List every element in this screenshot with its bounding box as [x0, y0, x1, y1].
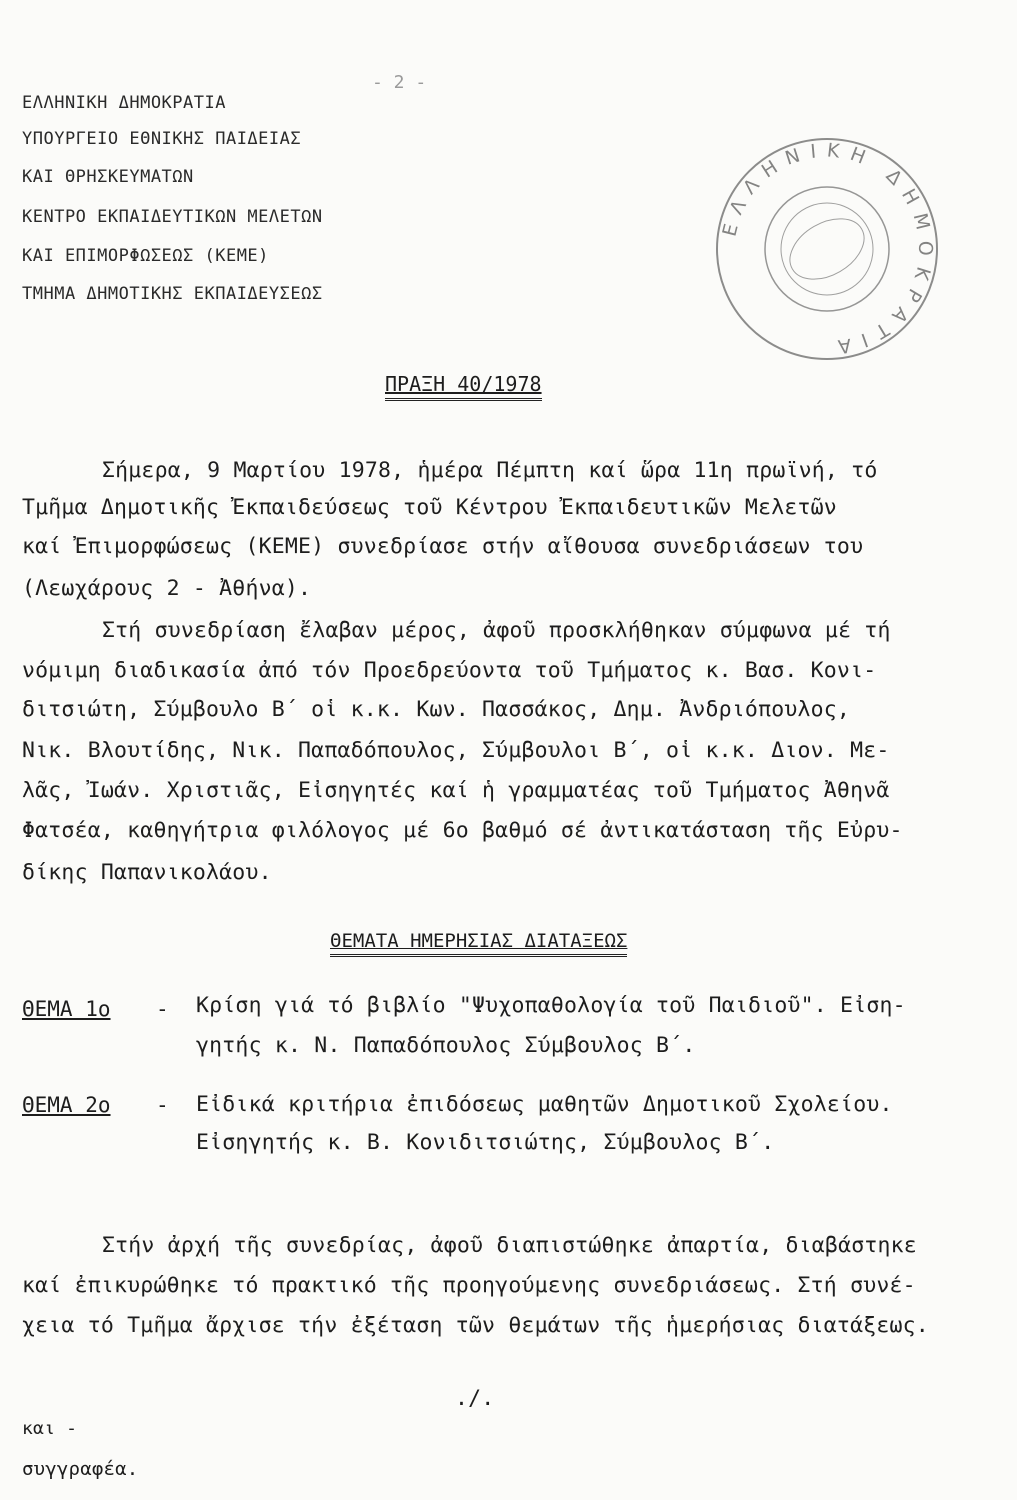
para2-line-3: διτσιώτη, Σύμβουλο Β΄ οἱ κ.κ. Κων. Πασσάκος, Δημ. Ἀνδριόπουλος,	[22, 697, 851, 722]
para2-line-5: λᾶς, Ἰωάν. Χριστιᾶς, Εἰσηγητές καί ἡ γραμματέας τοῦ Τμήματος Ἀθηνᾶ	[22, 778, 890, 803]
para3-line-3: χεια τό Τμῆμα ἄρχισε τήν ἐξέταση τῶν θεμάτων τῆς ἡμερήσιας διατάξεως.	[22, 1313, 929, 1338]
topic-2-dash: -	[156, 1093, 169, 1117]
para2-line-6: Φατσέα, καθηγήτρια φιλόλογος μέ 6ο βαθμό σέ ἀντικατάσταση τῆς Εὐρυ-	[22, 818, 903, 843]
header-line-1: ΕΛΛΗΝΙΚΗ ΔΗΜΟΚΡΑΤΙΑ	[22, 93, 226, 113]
para2-line-7: δίκης Παπανικολάου.	[22, 860, 272, 885]
continuation-mark: ./.	[455, 1386, 495, 1411]
para1-line-4: (Λεωχάρους 2 - Ἀθήνα).	[22, 576, 312, 601]
para3-line-1: Στήν ἀρχή τῆς συνεδρίας, ἀφοῦ διαπιστώθηκε ἀπαρτία, διαβάστηκε	[102, 1233, 917, 1258]
header-line-6: ΤΜΗΜΑ ΔΗΜΟΤΙΚΗΣ ΕΚΠΑΙΔΕΥΣΕΩΣ	[22, 284, 323, 304]
document-title: ΠΡΑΞΗ 40/1978	[385, 372, 542, 396]
footer-fragment-1: και -	[22, 1418, 78, 1439]
topic-1-dash: -	[156, 997, 169, 1021]
header-line-5: ΚΑΙ ΕΠΙΜΟΡΦΩΣΕΩΣ (ΚΕΜΕ)	[22, 246, 269, 266]
topic-2-line-1: Εἰδικά κριτήρια ἐπιδόσεως μαθητῶν Δημοτικοῦ Σχολείου.	[196, 1092, 893, 1117]
para1-line-1: Σήμερα, 9 Μαρτίου 1978, ἡμέρα Πέμπτη καί ὥρα 11η πρωϊνή, τό	[102, 458, 878, 483]
para1-line-2: Τμῆμα Δημοτικῆς Ἐκπαιδεύσεως τοῦ Κέντρου Ἐκπαιδευτικῶν Μελετῶν	[22, 495, 837, 520]
topic-2-line-2: Εἰσηγητής κ. Β. Κονιδιτσιώτης, Σύμβουλος Β΄.	[196, 1130, 775, 1155]
header-line-3: ΚΑΙ ΘΡΗΣΚΕΥΜΑΤΩΝ	[22, 167, 194, 187]
page-number: - 2 -	[372, 72, 427, 93]
official-seal-stamp	[712, 134, 942, 364]
para2-line-2: νόμιμη διαδικασία ἀπό τόν Προεδρεύοντα τοῦ Τμήματος κ. Βασ. Κονι-	[22, 658, 877, 683]
svg-text:ΕΛΛΗΝΙΚΗ ΔΗΜΟΚΡΑΤΙΑ: ΕΛΛΗΝΙΚΗ ΔΗΜΟΚΡΑΤΙΑ	[718, 139, 937, 359]
header-line-2: ΥΠΟΥΡΓΕΙΟ ΕΘΝΙΚΗΣ ΠΑΙΔΕΙΑΣ	[22, 129, 302, 149]
header-line-4: ΚΕΝΤΡΟ ΕΚΠΑΙΔΕΥΤΙΚΩΝ ΜΕΛΕΤΩΝ	[22, 207, 323, 227]
topic-1-label: ΘΕΜΑ 1ο	[22, 997, 111, 1021]
agenda-title: ΘΕΜΑΤΑ ΗΜΕΡΗΣΙΑΣ ΔΙΑΤΑΞΕΩΣ	[330, 930, 627, 952]
para1-line-3: καί Ἐπιμορφώσεως (ΚΕΜΕ) συνεδρίασε στήν αἴθουσα συνεδριάσεων του	[22, 534, 864, 559]
para2-line-1: Στή συνεδρίαση ἔλαβαν μέρος, ἀφοῦ προσκλήθηκαν σύμφωνα μέ τή	[102, 618, 891, 643]
topic-1-line-1: Κρίση γιά τό βιβλίο "Ψυχοπαθολογία τοῦ Παιδιοῦ". Εἰση-	[196, 993, 906, 1018]
topic-1-line-2: γητής κ. Ν. Παπαδόπουλος Σύμβουλος Β΄.	[196, 1033, 696, 1058]
topic-2-label: ΘΕΜΑ 2ο	[22, 1093, 111, 1117]
para3-line-2: καί ἐπικυρώθηκε τό πρακτικό τῆς προηγούμενης συνεδριάσεως. Στή συνέ-	[22, 1273, 916, 1298]
para2-line-4: Νικ. Βλουτίδης, Νικ. Παπαδόπουλος, Σύμβουλοι Β΄, οἱ κ.κ. Διον. Με-	[22, 738, 890, 763]
footer-fragment-2: συγγραφέα.	[22, 1458, 139, 1480]
